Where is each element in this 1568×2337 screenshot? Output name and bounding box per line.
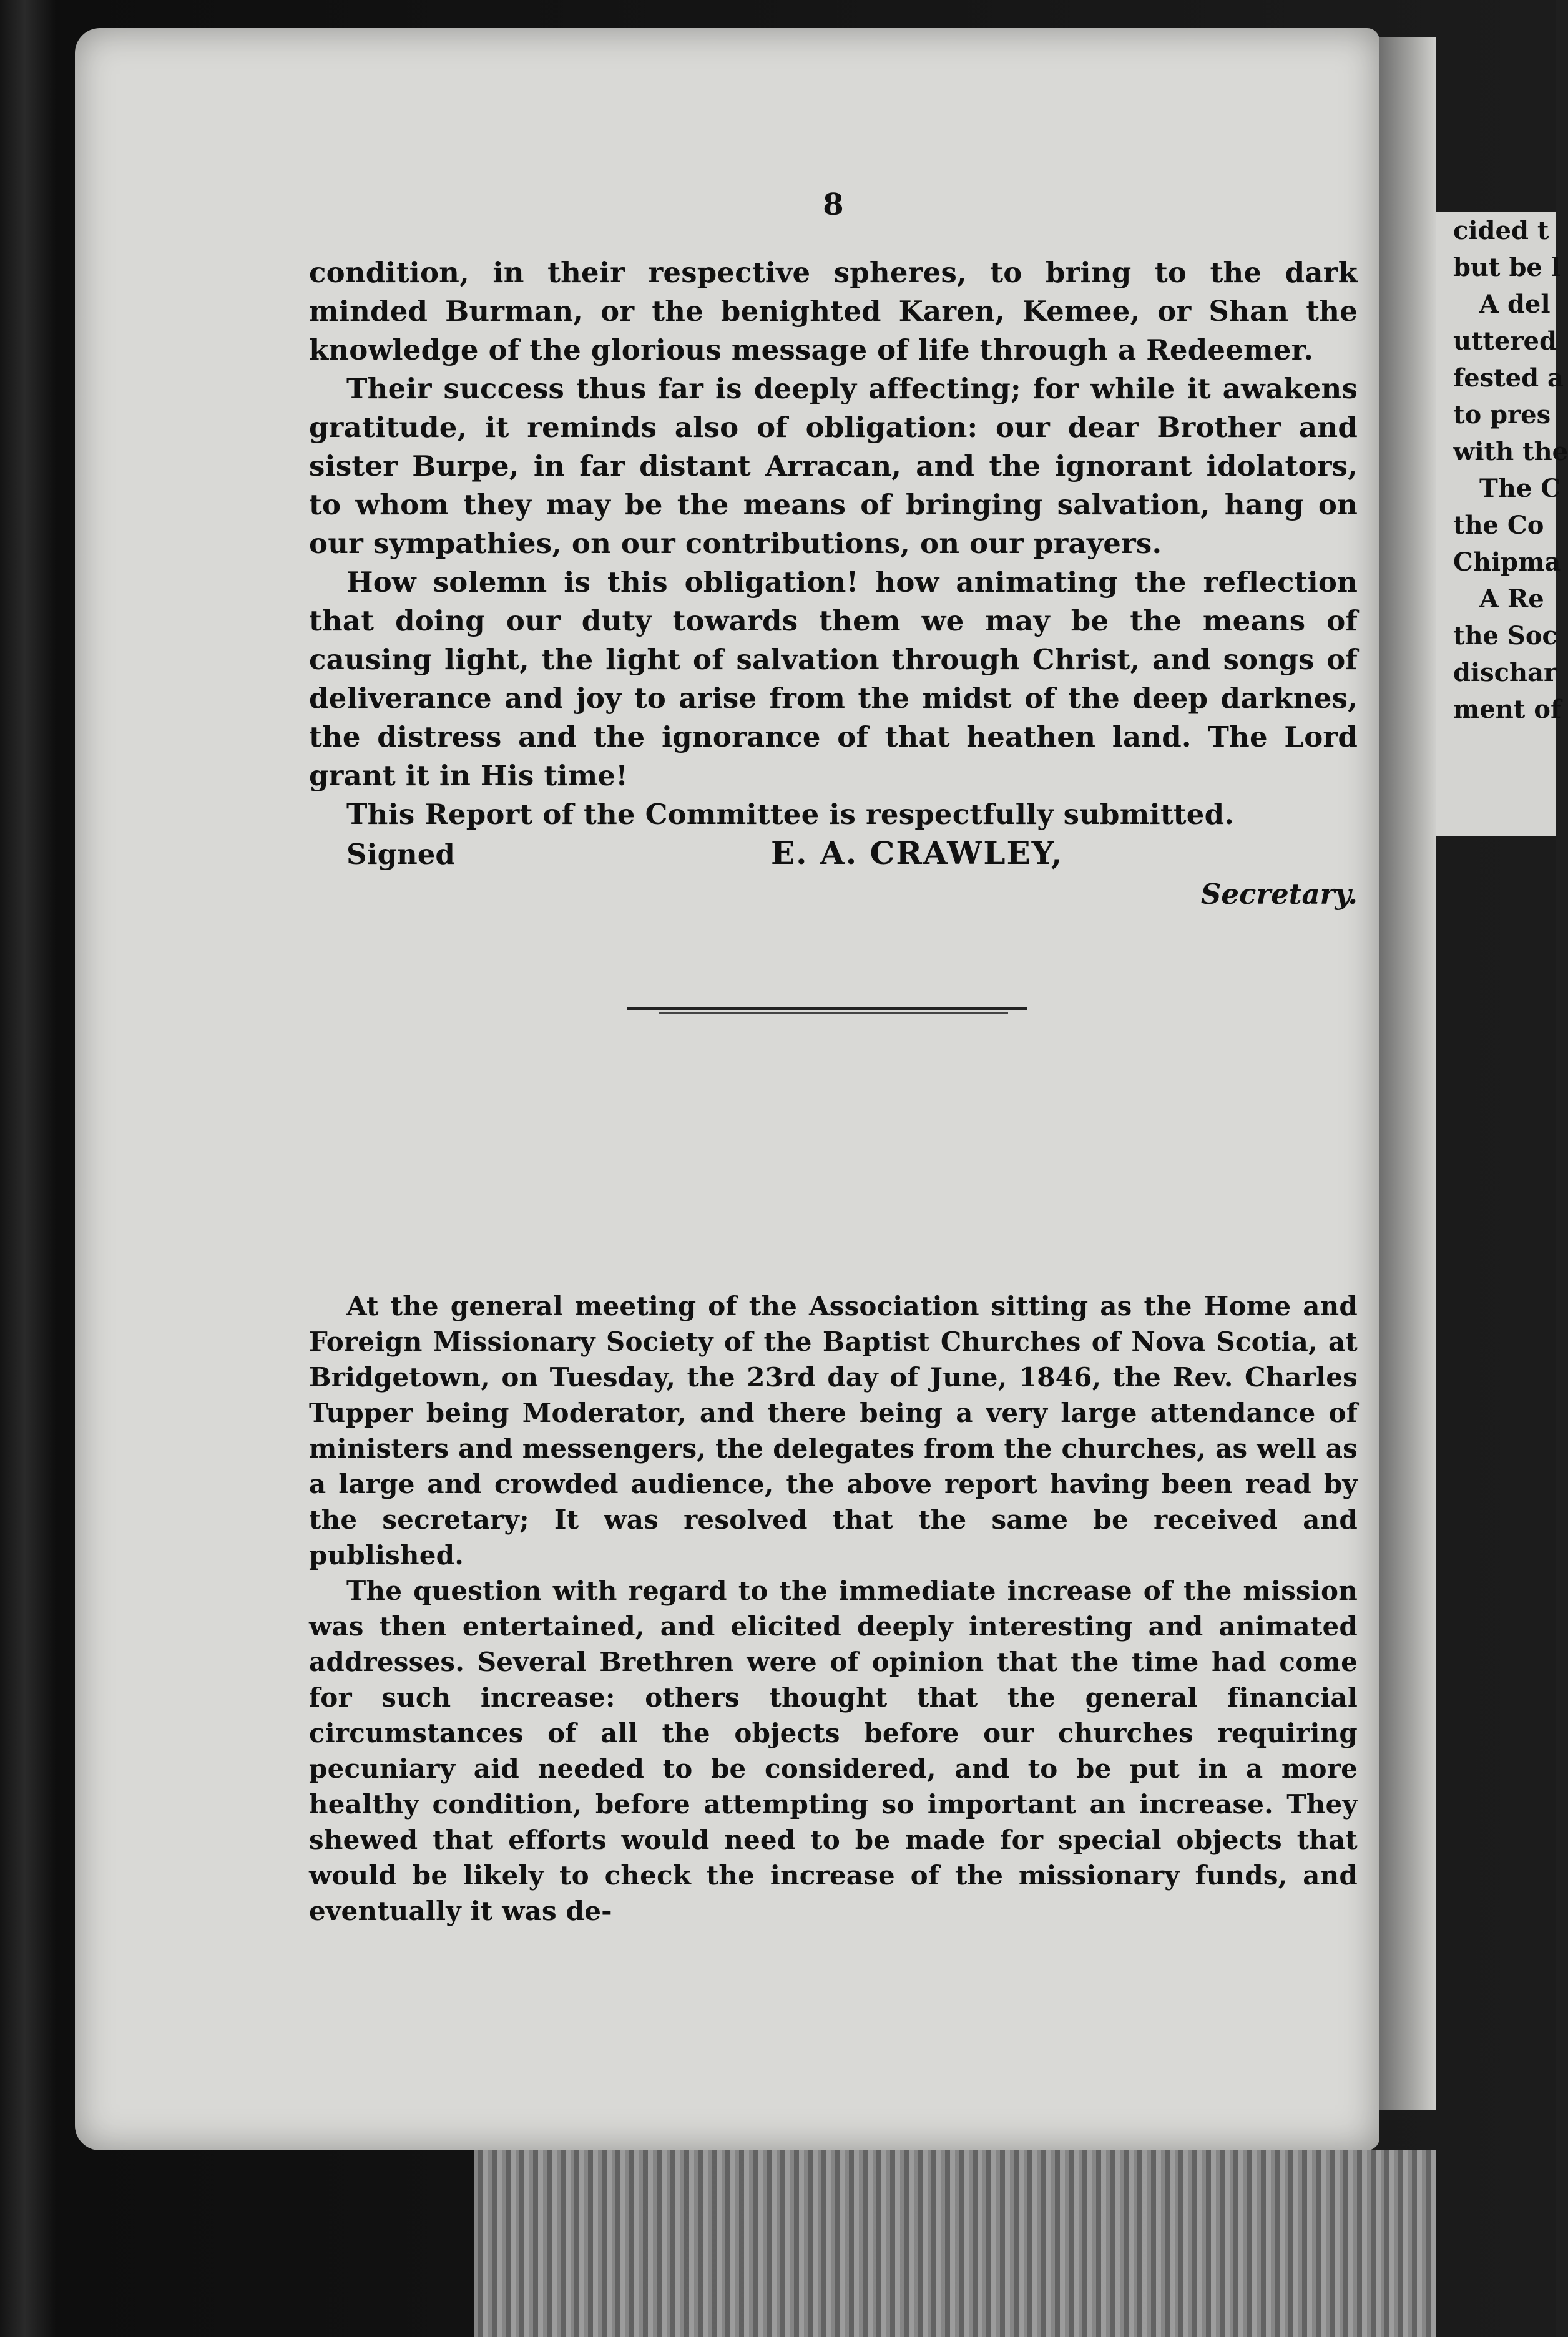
adjacent-line: dischar — [1453, 658, 1557, 687]
adjacent-line: A Re — [1479, 584, 1544, 614]
adjacent-line: fested a — [1453, 363, 1564, 393]
meeting-paragraph: At the general meeting of the Association sitting as the Home and Foreign Missionary Society of the Baptist Churches of Nova Scotia, at Bridgetown, on Tuesday, the 23rd day of June, 1846, the Rev. Charles Tupper being Moderator, and there being a very large attendance of ministers and messengers, the delegates from the churches, as well as a large and crowded audience, the above report having been read by the secretary; It was resolved that the same be received and published. — [309, 1291, 1358, 1570]
page-text — [309, 187, 1358, 1929]
adjacent-line: The C — [1479, 474, 1561, 503]
adjacent-line: to pres — [1453, 400, 1551, 429]
document-page — [75, 28, 1379, 2150]
report-paragraph: condition, in their respective spheres, to bring to the dark minded Burman, or the benighted Karen, Kemee, or Shan the knowledge of the glorious message of life through a Redeemer. — [309, 256, 1358, 366]
adjacent-line: the Co — [1453, 511, 1544, 540]
report-paragraph: Their success thus far is deeply affecting; for while it awakens gratitude, it reminds also of obligation: our dear Brother and sister Burpe, in far distant Arracan, and the ignorant idolators, to whom they may be the means of bringing salvation, hang on our sympathies, on our contributions, on our prayers. — [309, 372, 1358, 560]
signatory-name: E. A. CRAWLEY, — [771, 835, 1064, 871]
adjacent-line: cided t — [1453, 216, 1549, 245]
adjacent-line: with the — [1453, 437, 1568, 466]
adjacent-line: the Soc — [1453, 621, 1557, 650]
adjacent-line: A del — [1479, 290, 1551, 319]
blank-space — [309, 1014, 1358, 1288]
adjacent-line: but be l — [1453, 253, 1561, 282]
adjacent-page-fragment — [1436, 212, 1568, 836]
submission-line: This Report of the Committee is respectfully submitted. — [346, 798, 1235, 831]
section-divider — [627, 1007, 1027, 1010]
page-gutter — [1379, 37, 1436, 2110]
adjacent-line: uttered — [1453, 326, 1557, 356]
page-number: 8 — [823, 187, 844, 222]
page-stack-edge — [474, 2150, 1436, 2337]
report-paragraph: How solemn is this obligation! how animating the reflection that doing our duty towards them we may be the means of causing light, the light of salvation through Christ, and songs of deliverance and joy to arise from the midst of the deep darknes, the distress and the ignorance of that heathen land. The Lord grant it in His time! — [309, 566, 1358, 792]
adjacent-line: Chipma — [1453, 547, 1561, 577]
signature-line — [309, 834, 1358, 874]
signed-label: Signed — [346, 838, 455, 871]
meeting-paragraph: The question with regard to the immediate increase of the mission was then entertained, and elicited deeply interesting and animated addresses. Several Brethren were of opinion that the time had come for such increase: others thought that the general financial circumstances of all the objects before our churches requiring pecuniary aid needed to be considered, and to be put in a more healthy condition, before attempting so important an increase. They shewed that efforts would need to be made for special objects that would be likely to check the increase of the missionary funds, and eventually it was de- — [309, 1575, 1358, 1926]
adjacent-line: ment of — [1453, 695, 1562, 724]
signatory-title: Secretary. — [1200, 878, 1358, 911]
